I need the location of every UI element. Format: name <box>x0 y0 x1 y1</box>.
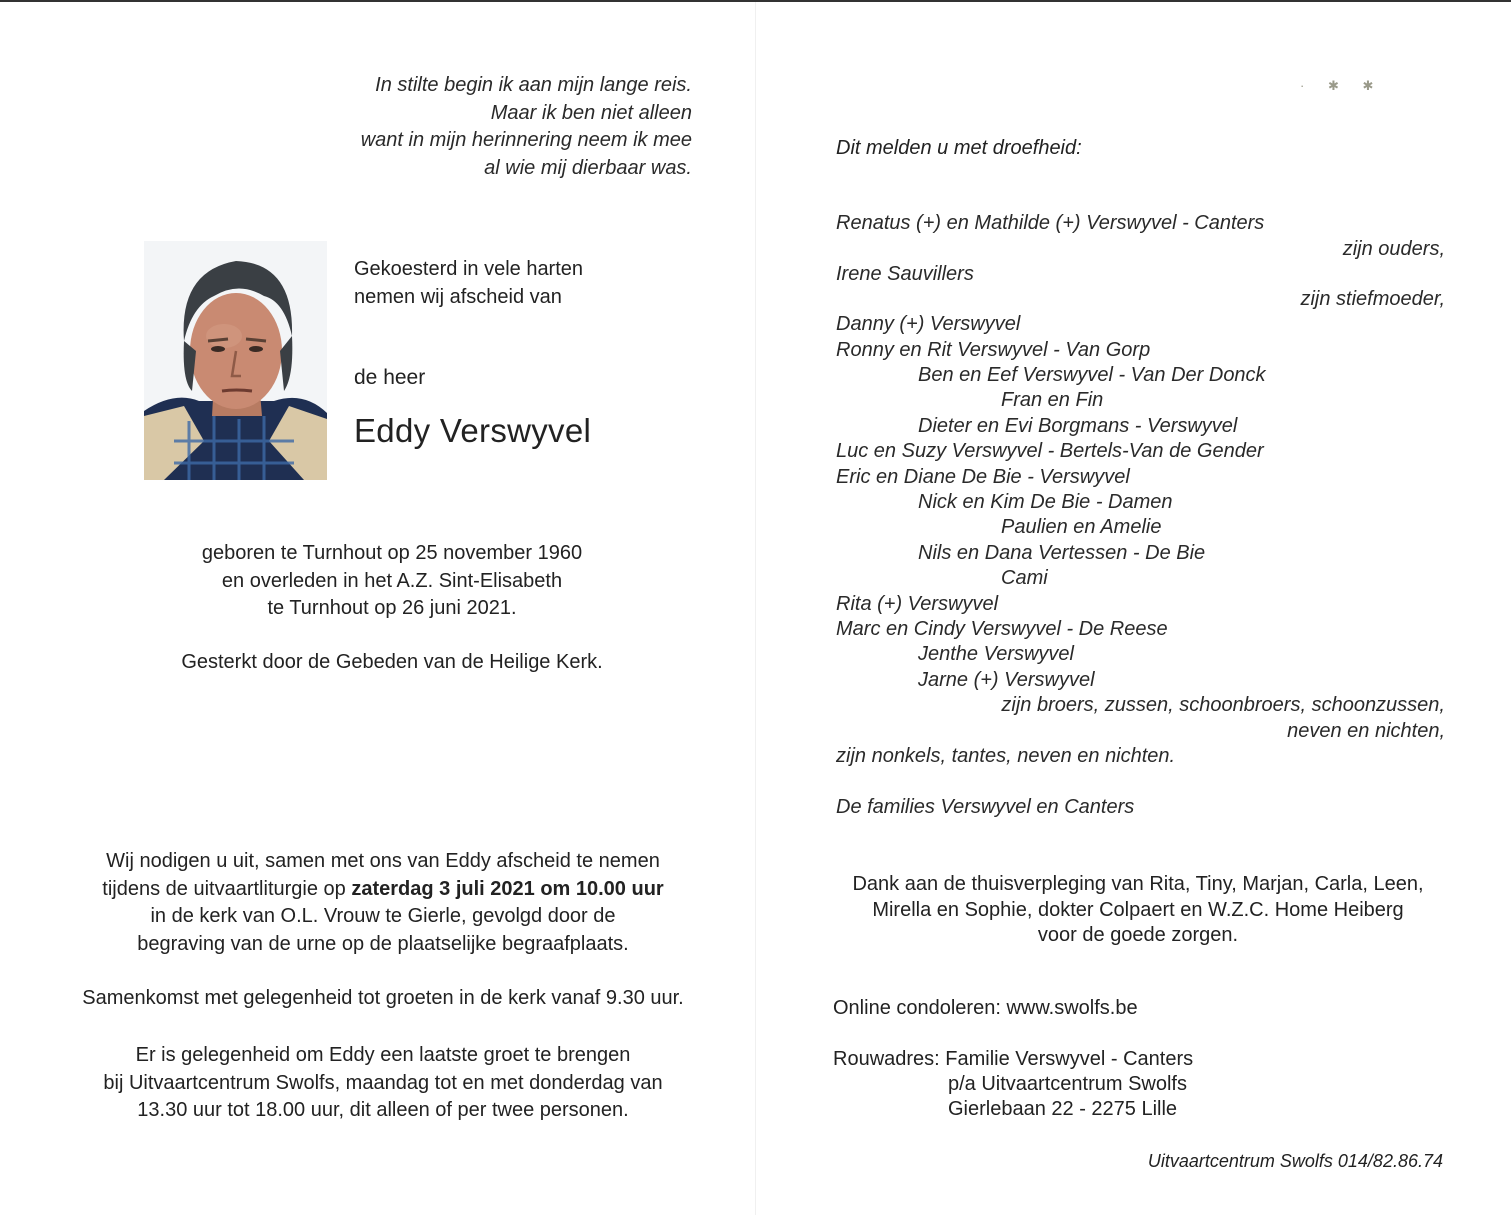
visitation-line: 13.30 uur tot 18.00 uur, dit alleen of per twee personen. <box>137 1099 629 1122</box>
family-entry: Rita (+) Verswyvel <box>836 593 999 615</box>
online-condolence: Online condoleren: www.swolfs.be <box>833 997 1138 1019</box>
family-entry: Renatus (+) en Mathilde (+) Verswyvel - Canters <box>836 212 1265 234</box>
family-entry: Paulien en Amelie <box>1001 516 1162 538</box>
card-fold-line <box>755 2 756 1215</box>
poem-line: al wie mij dierbaar was. <box>484 156 692 179</box>
poem-line: want in mijn herinnering neem ik mee <box>360 129 692 151</box>
family-entry: Ronny en Rit Verswyvel - Van Gorp <box>836 339 1151 361</box>
mourning-address-line: Rouwadres: Familie Verswyvel - Canters <box>833 1048 1194 1070</box>
funeral-invitation <box>40 848 726 959</box>
birth-line: geboren te Turnhout op 25 november 1960 <box>201 542 583 564</box>
intro-text <box>354 256 583 311</box>
funeral-date-time: zaterdag 3 juli 2021 om 10.00 uur <box>351 877 664 900</box>
poem <box>300 72 692 182</box>
family-entry: Fran en Fin <box>1001 389 1104 411</box>
invite-line: Wij nodigen u uit, samen met ons van Eddy afscheid te nemen <box>106 850 660 872</box>
thanks-line: Mirella en Sophie, dokter Colpaert en W.Z.C. Home Heiberg <box>872 898 1404 921</box>
family-relation: zijn stiefmoeder, <box>1300 288 1445 310</box>
family-entry: Danny (+) Verswyvel <box>836 313 1021 335</box>
family-entry: Marc en Cindy Verswyvel - De Reese <box>836 618 1168 640</box>
visitation-info <box>40 1042 726 1125</box>
invite-line: begraving van de urne op de plaatselijke begraafplaats. <box>137 933 629 956</box>
thanks-note <box>832 872 1444 949</box>
announcement: Dit melden u met droefheid: <box>836 137 1082 159</box>
family-relation: zijn ouders, <box>1342 238 1445 260</box>
faith-statement: Gesterkt door de Gebeden van de Heilige Kerk. <box>181 651 603 673</box>
decorative-marks: · ✱ ✱ <box>1300 78 1384 93</box>
thanks-line: Dank aan de thuisverpleging van Rita, Tiny, Marjan, Carla, Leen, <box>852 873 1424 895</box>
mourning-address-line: Gierlebaan 22 - 2275 Lille <box>948 1098 1178 1120</box>
portrait-photo <box>144 241 327 480</box>
thanks-line: voor de goede zorgen. <box>1037 924 1239 946</box>
visitation-line: bij Uitvaartcentrum Swolfs, maandag tot en met donderdag van <box>103 1071 663 1094</box>
family-entry: Cami <box>1001 567 1048 589</box>
funeral-home-footer: Uitvaartcentrum Swolfs 014/82.86.74 <box>1147 1151 1443 1171</box>
family-entry: Dieter en Evi Borgmans - Verswyvel <box>918 415 1238 437</box>
family-entry: Nick en Kim De Bie - Damen <box>918 491 1173 513</box>
intro-line: Gekoesterd in vele harten <box>354 258 584 280</box>
honorific: de heer <box>354 366 426 389</box>
death-place-line: te Turnhout op 26 juni 2021. <box>267 597 517 619</box>
family-entry: De families Verswyvel en Canters <box>836 796 1135 818</box>
family-relation: zijn broers, zussen, schoonbroers, schoonzussen, <box>1001 694 1445 716</box>
family-entry: Nils en Dana Vertessen - De Bie <box>918 542 1206 564</box>
family-entry: zijn nonkels, tantes, neven en nichten. <box>836 745 1176 767</box>
intro-line: nemen wij afscheid van <box>354 285 562 308</box>
gathering-info: Samenkomst met gelegenheid tot groeten in de kerk vanaf 9.30 uur. <box>82 987 684 1009</box>
poem-line: Maar ik ben niet alleen <box>490 101 692 124</box>
family-relation: neven en nichten, <box>1287 720 1445 742</box>
family-entry: Luc en Suzy Verswyvel - Bertels-Van de Gender <box>836 440 1264 462</box>
invite-text: tijdens de uitvaartliturgie op <box>102 877 352 900</box>
birth-death-info <box>92 540 692 623</box>
mourning-address-line: p/a Uitvaartcentrum Swolfs <box>948 1073 1187 1095</box>
deceased-name: Eddy Verswyvel <box>354 412 592 449</box>
family-entry: Eric en Diane De Bie - Verswyvel <box>836 466 1130 488</box>
invite-line: in de kerk van O.L. Vrouw te Gierle, gevolgd door de <box>150 905 616 928</box>
family-entry: Ben en Eef Verswyvel - Van Der Donck <box>918 364 1266 386</box>
visitation-line: Er is gelegenheid om Eddy een laatste groet te brengen <box>135 1044 631 1066</box>
family-entry: Jarne (+) Verswyvel <box>918 669 1095 691</box>
death-line: en overleden in het A.Z. Sint-Elisabeth <box>221 569 563 592</box>
invite-line <box>40 876 726 904</box>
poem-line: In stilte begin ik aan mijn lange reis. <box>375 74 692 96</box>
family-entry: Irene Sauvillers <box>836 263 974 285</box>
family-entry: Jenthe Verswyvel <box>918 643 1074 665</box>
